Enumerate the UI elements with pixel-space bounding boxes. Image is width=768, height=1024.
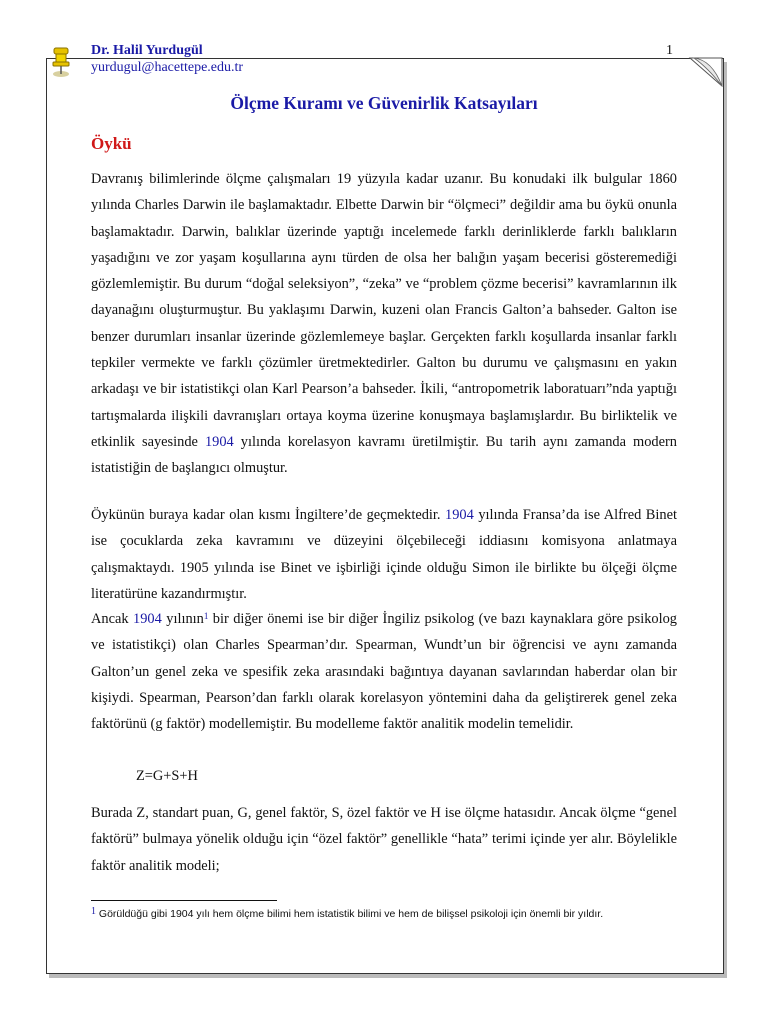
paragraph-text: Öykünün buraya kadar olan kısmı İngiltere’de geçmektedir. [91, 507, 446, 523]
paragraph-1 [91, 166, 677, 482]
section-heading: Öykü [91, 134, 132, 153]
paragraph-text: yılında Fransa’da ise Alfred Binet ise çocuklarda zeka kavramını ve düzeyini ölçebileceği iddiasını komisyona anlatmaya çalışmaktaydı. 1905 yılında ise Binet ve işbirliği içinde olduğu Simon ile birlikte bu ölçeği ölçme literatürüne kazandırmıştır. [91, 507, 677, 602]
author-email[interactable]: yurdugul@hacettepe.edu.tr [91, 60, 244, 75]
paragraph-text: yılında korelasyon kavramı üretilmiştir. Bu tarih aynı zamanda modern istatistiğin de başlangıcı olmuştur. [91, 433, 677, 477]
footnote-marker: 1 [91, 906, 96, 917]
footnote-divider [91, 900, 277, 901]
paragraph-3 [91, 606, 677, 737]
paragraph-text: bir diğer önemi ise bir diğer İngiliz psikolog (ve bazı kaynaklara göre psikolog ve istatistikçi) olan Charles Spearman’dır. Spearman, Wundt’un bir öğrencisi ve aynı zamanda Galton’un genel zeka ve spesifik zeka arasındaki bağıntıya dayanan savlarından haberdar olan bir kişiydi. Spearman, Pearson’dan farklı olarak korelasyon yöntemini daha da geliştirerek genel zeka faktörünü (g faktör) modellemiştir. Bu modelleme faktör analitik modelin temelidir. [91, 611, 677, 733]
page-number: 1 [666, 43, 673, 58]
year-link[interactable]: 1904 [204, 433, 234, 450]
footnote-reference[interactable]: 1 [203, 611, 209, 621]
page-curl-icon [688, 50, 726, 90]
footnote-text: Görüldüğü gibi 1904 yılı hem ölçme bilimi hem istatistik bilimi ve hem de bilişsel psikoloji için önemli bir yıldır. [96, 908, 604, 920]
author-name: Dr. Halil Yurdugül [91, 43, 203, 58]
year-link[interactable]: 1904 [445, 507, 474, 523]
paragraph-text: Ancak [91, 611, 134, 627]
document-title: Ölçme Kuramı ve Güvenirlik Katsayıları [230, 93, 538, 113]
pushpin-icon [50, 44, 72, 78]
paragraph-text: Davranış bilimlerinde ölçme çalışmaları 19 yüzyıla kadar uzanır. Bu konudaki ilk bulgular 1860 yılında Charles Darwin ile başlamaktadır. Elbette Darwin bir “ölçmeci” değildir ama bu öykü onunla başlamaktadır. Darwin, balıklar üzerinde yaptığı incelemede farklı derinliklerde farklı balıkların yaşadığını ve zor yaşam koşullarına aynı türden de olsa her balığın yaşam becerisi gösteremediği gözlemlemiştir. Bu durum “doğal seleksiyon”, “zeka” ve “problem çözme becerisi” kavramlarının ilk dayanağını oluşturmuştur. Bu yaklaşımı Darwin, kuzeni olan Francis Galton’a bahseder. Galton ise benzer durumları insanlar üzerinde gözlemlemeye başlar. Gerçekten farklı koşullarda insanlar farklı tepkiler vermekte ve farklı çözümler üretmektedirler. Galton bu durumu ve çalışmasını en yakın arkadaşı ve bir istatistikçi olan Karl Pearson’a bahseder. İkili, “antropometrik laboratuarı”nda yaptığı tartışmalarda ilişkili davranışları ortaya koyma üzerine konuşmaya başlamışlardır. Bu birliktelik ve etkinlik sayesinde [91, 171, 677, 450]
paragraph-text: yılının [161, 611, 204, 627]
paragraph-4: Burada Z, standart puan, G, genel faktör, S, özel faktör ve H ise ölçme hatasıdır. Ancak ölçme “genel faktörü” bulmaya yönelik olduğu için “özel faktör” genellikle “hata” terimi içinde yer alır. Böylelikle faktör analitik modeli; [91, 805, 677, 874]
formula: Z=G+S+H [136, 768, 198, 784]
footnote [91, 906, 677, 922]
year-link[interactable]: 1904 [133, 611, 162, 627]
paragraph-2 [91, 502, 677, 607]
